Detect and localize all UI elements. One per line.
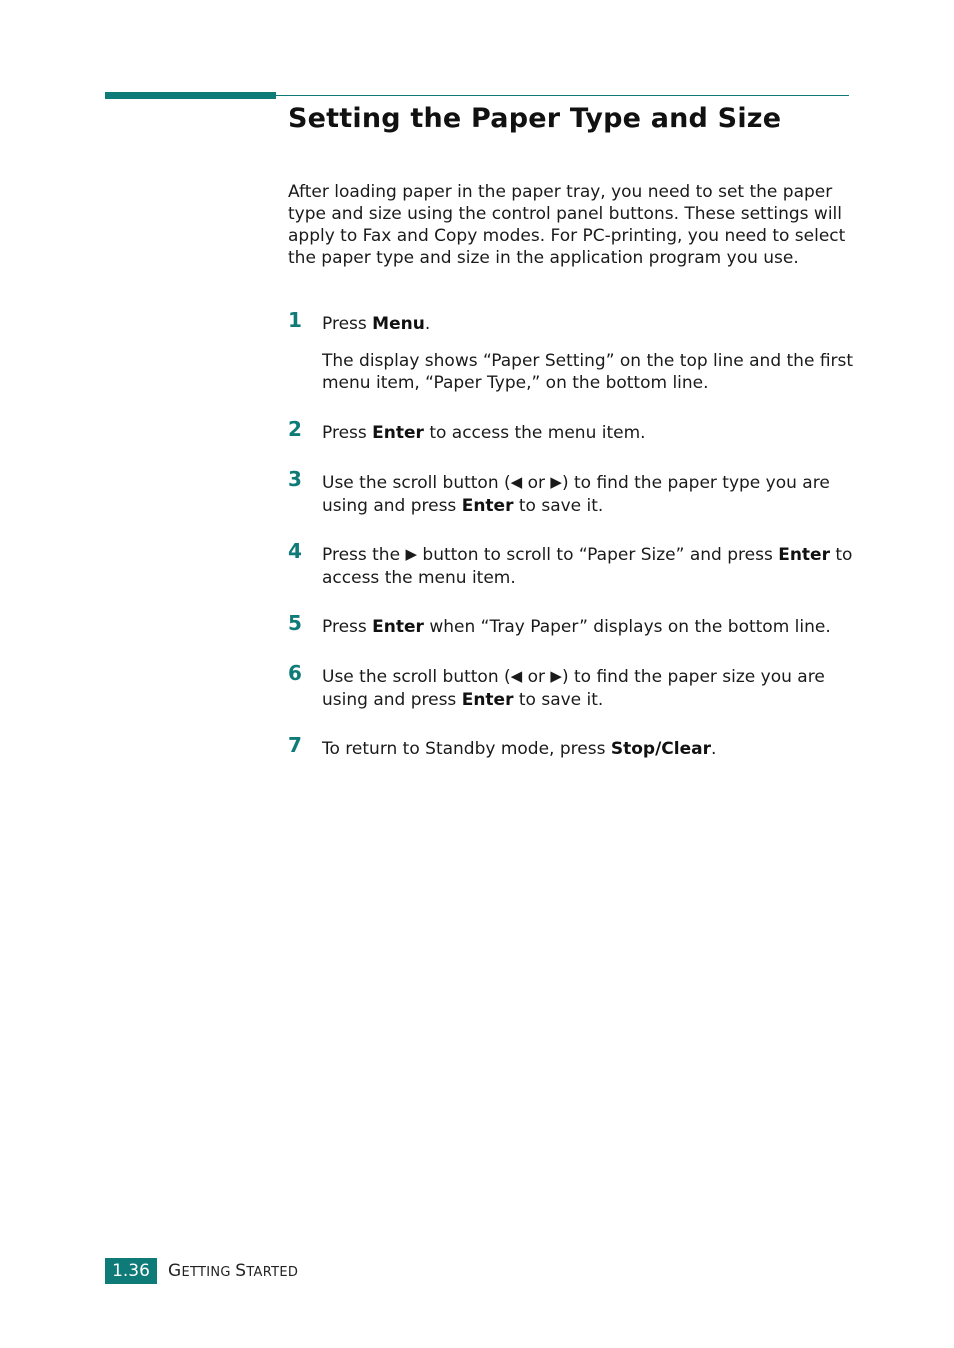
step-number: 3 — [288, 467, 302, 491]
step-4 — [288, 539, 854, 590]
step-1 — [288, 308, 854, 394]
step-text: Press Enter to access the menu item. — [322, 423, 646, 443]
step-text: Use the scroll button (◀ or ▶) to find the paper size you are using and press Enter to save it. — [322, 667, 825, 710]
key-label: Enter — [372, 423, 424, 443]
step-number: 2 — [288, 417, 302, 441]
key-label: Enter — [372, 617, 424, 637]
header-rule — [276, 95, 849, 96]
section-title: GETTING STARTED — [168, 1261, 299, 1281]
step-text: Use the scroll button (◀ or ▶) to find the paper type you are using and press Enter to save it. — [322, 473, 830, 516]
step-number: 6 — [288, 661, 302, 685]
step-2 — [288, 417, 854, 445]
left-arrow-icon: ◀ — [510, 667, 523, 685]
key-label: Enter — [461, 496, 514, 516]
step-text: To return to Standby mode, press Stop/Clear. — [322, 739, 717, 759]
step-number: 7 — [288, 733, 302, 757]
step-number: 5 — [288, 611, 302, 635]
step-number: 1 — [288, 308, 302, 332]
key-label: Menu — [372, 314, 425, 334]
step-number: 4 — [288, 539, 302, 563]
step-6 — [288, 661, 854, 712]
right-arrow-icon: ▶ — [405, 545, 417, 563]
key-label: Enter — [778, 545, 830, 565]
step-3 — [288, 467, 854, 518]
step-note: The display shows “Paper Setting” on the top line and the first menu item, “Paper Type,” on the bottom line. — [322, 351, 854, 393]
key-label: Stop/Clear — [610, 739, 711, 759]
step-text: Press Enter when “Tray Paper” displays on the bottom line. — [322, 617, 831, 637]
left-arrow-icon: ◀ — [510, 473, 523, 491]
step-text: Press the ▶ button to scroll to “Paper Size” and press Enter to access the menu item. — [322, 545, 853, 588]
step-text: Press Menu. — [322, 314, 431, 334]
right-arrow-icon: ▶ — [550, 473, 562, 491]
right-arrow-icon: ▶ — [550, 667, 562, 685]
key-label: Enter — [461, 690, 514, 710]
intro-paragraph: After loading paper in the paper tray, you need to set the paper type and size using the control panel buttons. These settings will apply to Fax and Copy modes. For PC-printing, you need to select the paper type and size in the application program you use. — [288, 182, 846, 268]
page-number: 1.36 — [105, 1258, 157, 1284]
step-5 — [288, 611, 854, 639]
step-7 — [288, 733, 854, 761]
header-accent-bar — [105, 92, 276, 99]
page-title: Setting the Paper Type and Size — [288, 103, 782, 134]
